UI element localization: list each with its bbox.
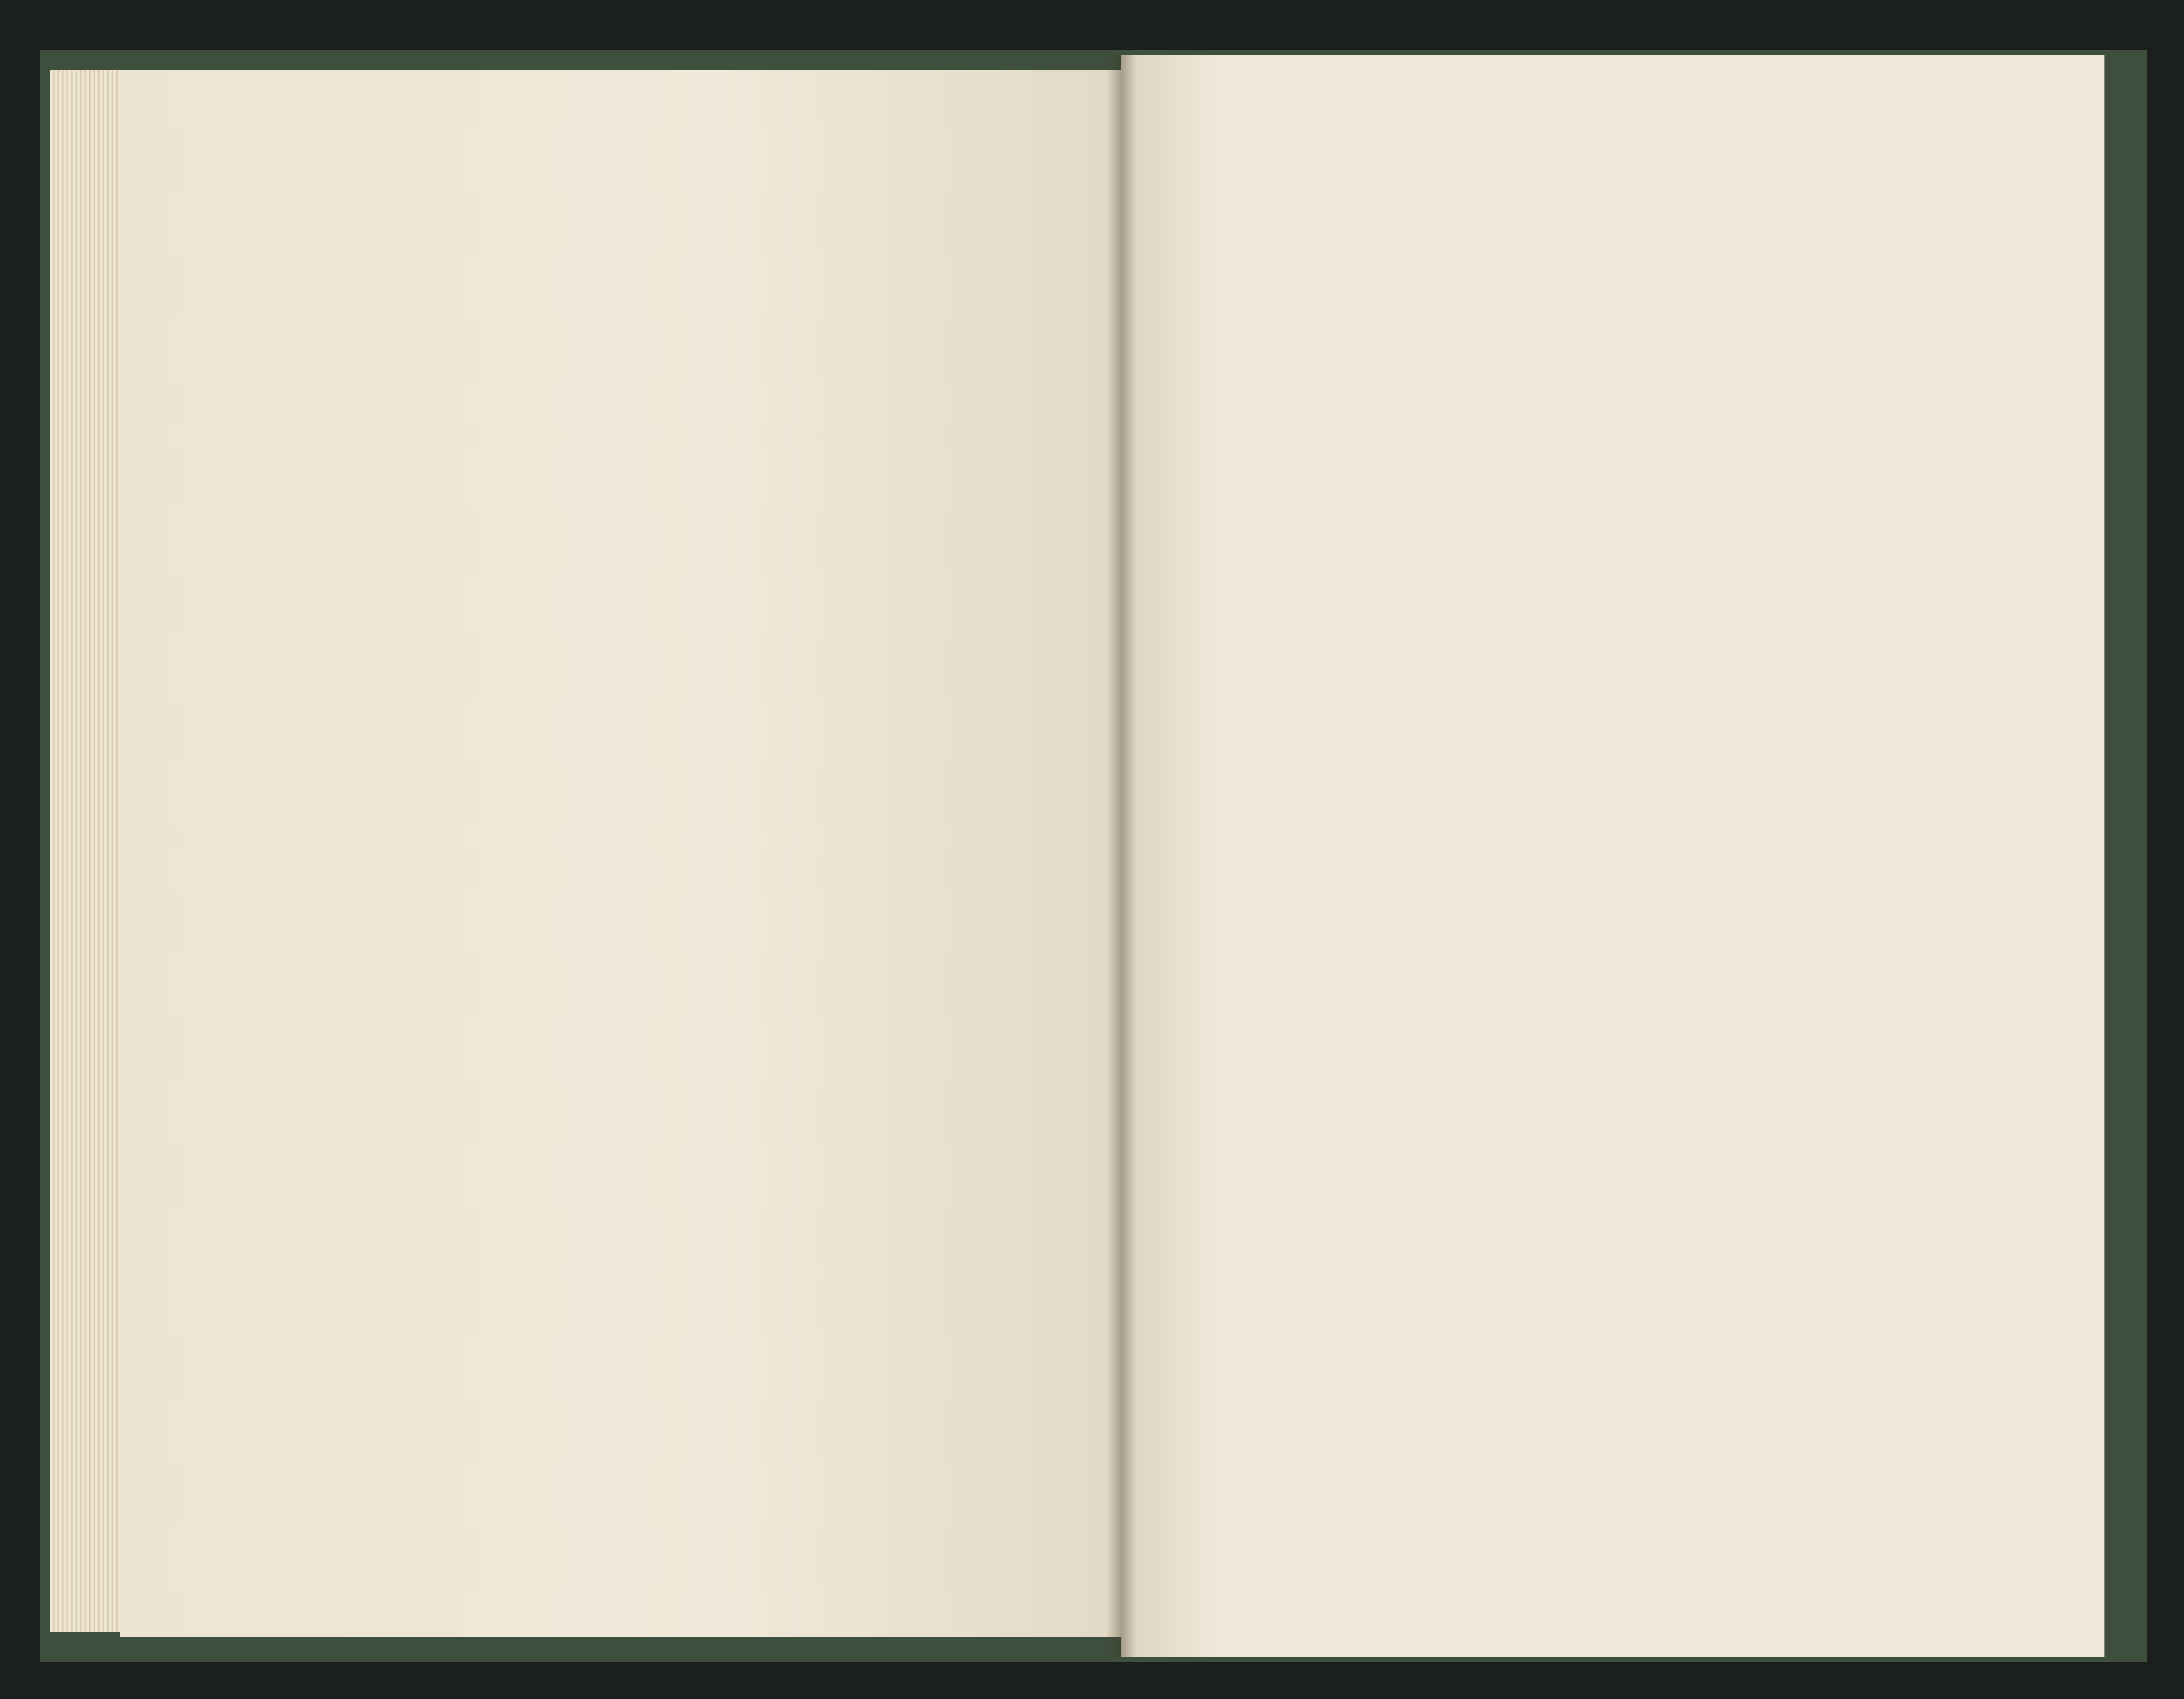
book-gutter xyxy=(1106,55,1136,1657)
left-page xyxy=(120,70,1121,1637)
right-page xyxy=(1121,55,2104,1657)
